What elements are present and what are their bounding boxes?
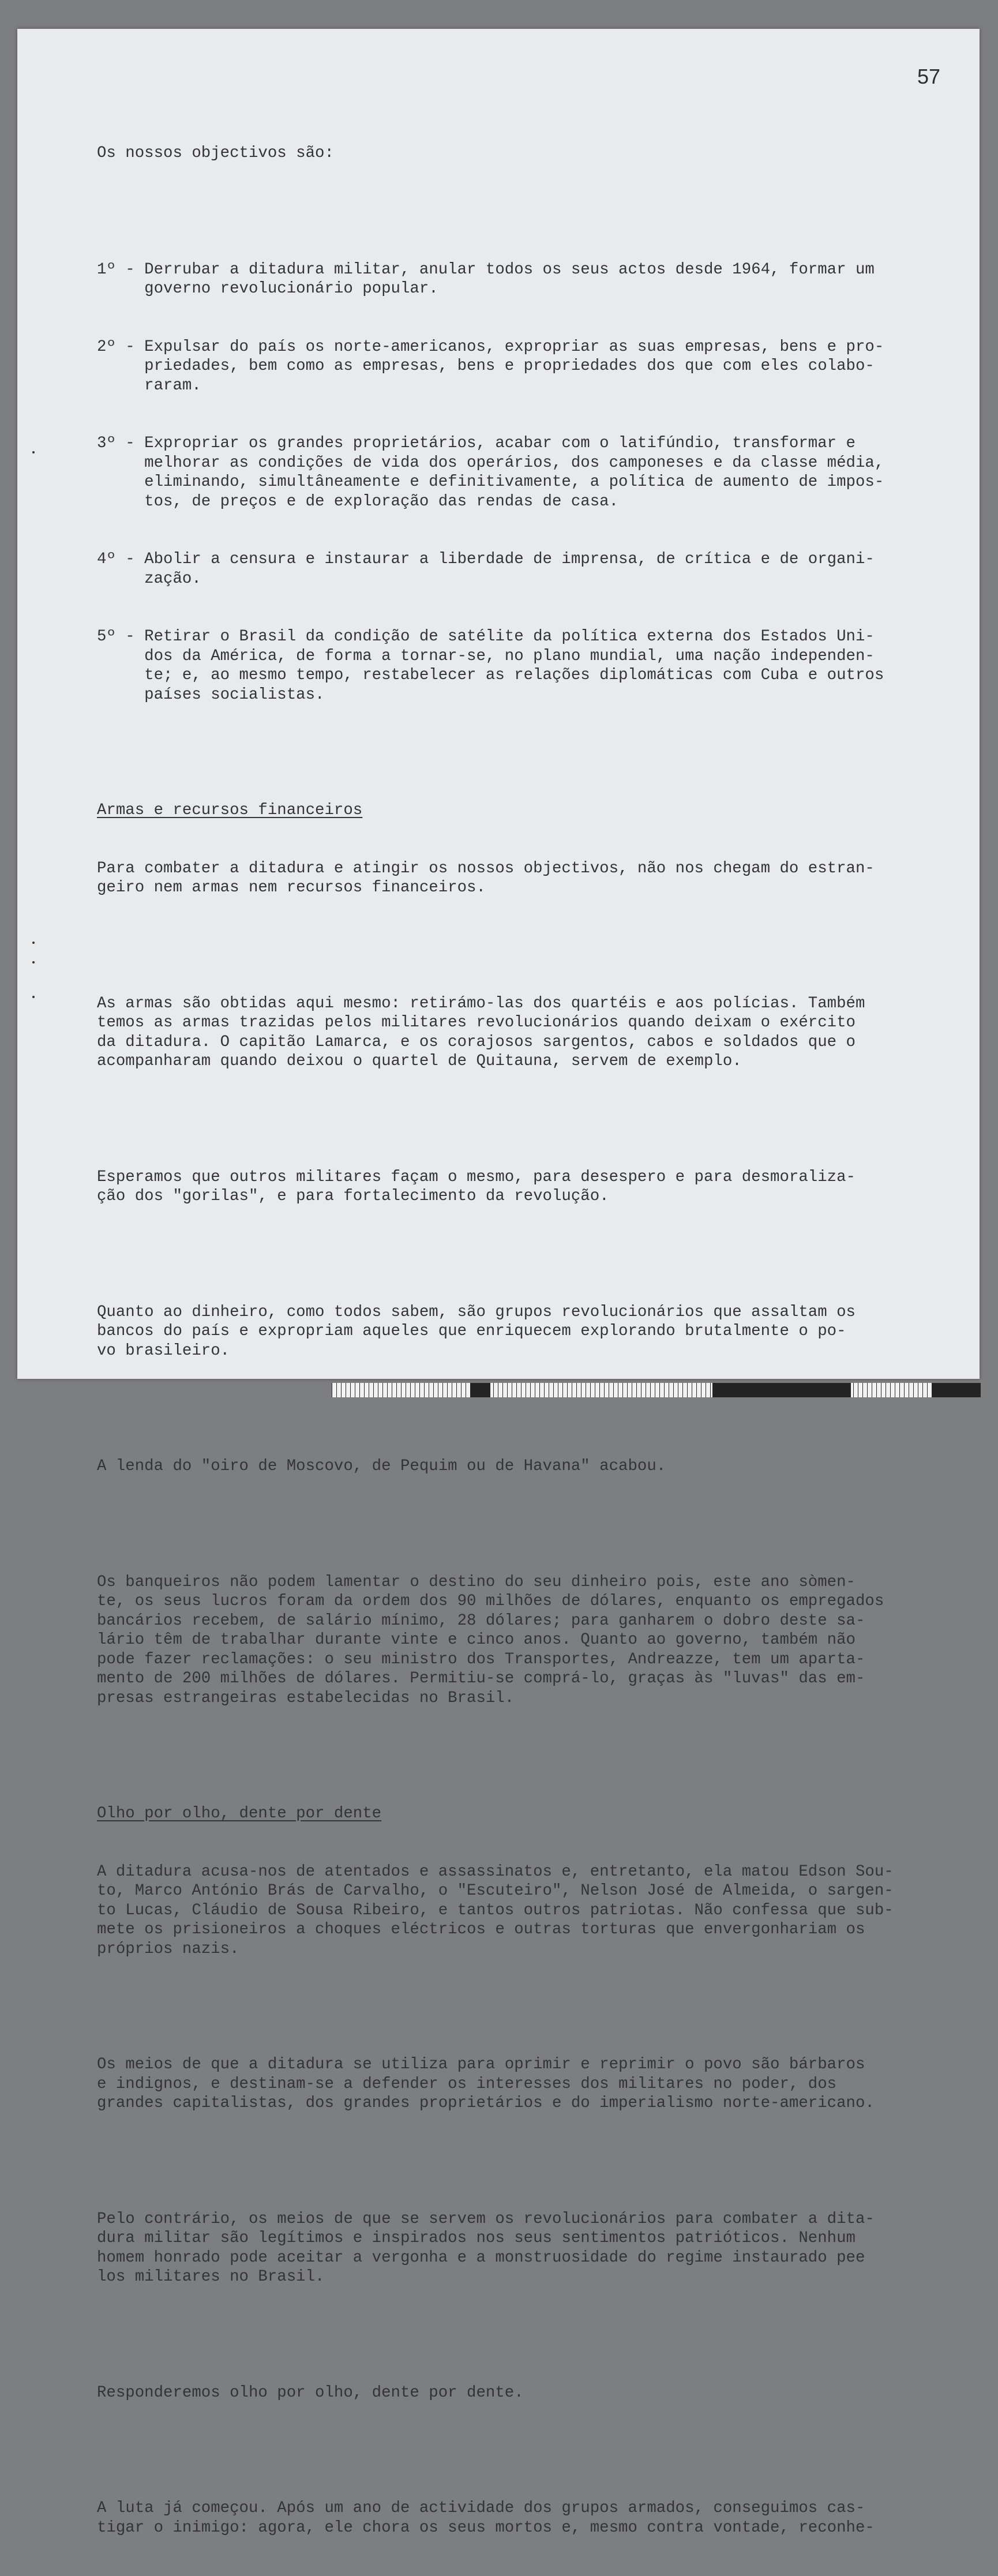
- section-heading-eye: Olho por olho, dente por dente: [97, 1805, 382, 1823]
- scale-ruler: [332, 1383, 981, 1397]
- paragraph: As armas são obtidas aqui mesmo: retirámo-las dos quartéis e aos polícias. Também temos as armas trazidas pelos militares revolucionários quando deixam o exército da ditadura. O capitão Lamarca, e os corajosos sargentos, cabos e soldados que o acompanharam quando deixou o quartel de Quitauna, servem de exemplo.: [97, 994, 865, 1070]
- objective-item: 4º - Abolir a censura e instaurar a liberdade de imprensa, de crítica e de organi- zação.: [97, 550, 875, 588]
- paragraph: A lenda do "oiro de Moscovo, de Pequim ou de Havana" acabou.: [97, 1457, 666, 1475]
- document-page: [17, 29, 980, 2537]
- objective-item: 1º - Derrubar a ditadura militar, anular todos os seus actos desde 1964, formar um governo revolucionário popular.: [97, 260, 875, 298]
- paragraph: Para combater a ditadura e atingir os nossos objectivos, não nos chegam do estran- geiro nem armas nem recursos financeiros.: [97, 859, 875, 897]
- paragraph: A ditadura acusa-nos de atentados e assassinatos e, entretanto, ela matou Edson Sou- to, Marco António Brás de Carvalho, o "Escuteiro", Nelson José de Almeida, o sargen- to Lucas, Cláudio de Sousa Ribeiro, e tantos outros patriotas. Não confessa que sub- mete os prisioneiros a choques eléctricos e outras torturas que envergonhariam os próprios nazis.: [97, 1862, 894, 1958]
- paragraph: Quanto ao dinheiro, como todos sabem, são grupos revolucionários que assaltam os bancos do país e expropriam aqueles que enriquecem explorando brutalmente o po- vo brasileiro.: [97, 1303, 856, 1360]
- objective-item: 2º - Expulsar do país os norte-americanos, expropriar as suas empresas, bens e pro- priedades, bem como as empresas, bens e propriedades dos que com eles colabo- raram.: [97, 338, 884, 395]
- document-body: [97, 105, 974, 2576]
- paragraph: Esperamos que outros militares façam o mesmo, para desespero e para desmoraliza- ção dos "gorilas", e para fortalecimento da revolução.: [97, 1168, 856, 1205]
- margin-mark: [32, 942, 35, 944]
- objective-item: 5º - Retirar o Brasil da condição de satélite da política externa dos Estados Uni- dos da América, de forma a tornar-se, no plano mundial, uma nação independen- te; e, ao mesmo tempo, restabelecer as relações diplomáticas com Cuba e outros países socialistas.: [97, 628, 884, 704]
- margin-mark: [32, 996, 35, 998]
- objective-item: 3º - Expropriar os grandes proprietários, acabar com o latifúndio, transformar e melhorar as condições de vida dos operários, dos camponeses e da classe média, eliminando, simultâneamente e definitivamente, a política de aumento de impos- tos, de preços e de exploração das rendas de casa.: [97, 434, 884, 511]
- paragraph: Os banqueiros não podem lamentar o destino do seu dinheiro pois, este ano sòmen- te, os seus lucros foram da ordem dos 90 milhões de dólares, enquanto os empregados bancários recebem, de salário mínimo, 28 dólares; para ganharem o dobro deste sa- lário têm de trabalhar durante vinte e cinco anos. Quanto ao governo, também não pode fazer reclamações: o seu ministro dos Transportes, Andreazze, tem um aparta- mento de 200 milhões de dólares. Permitiu-se comprá-lo, graças às "luvas" das em- presas estrangeiras estabelecidas no Brasil.: [97, 1573, 884, 1707]
- paragraph: Pelo contrário, os meios de que se servem os revolucionários para combater a dita- dura militar são legítimos e inspirados nos seus sentimentos patrióticos. Nenhum homem honrado pode aceitar a vergonha e a monstruosidade do regime instaurado pee los militares no Brasil.: [97, 2210, 875, 2286]
- paragraph: Responderemos olho por olho, dente por dente.: [97, 2383, 524, 2402]
- margin-mark: [32, 451, 35, 453]
- margin-mark: [32, 961, 35, 963]
- objectives-intro: Os nossos objectivos são:: [97, 144, 334, 162]
- paragraph: Os meios de que a ditadura se utiliza para oprimir e reprimir o povo são bárbaros e indignos, e destinam-se a defender os interesses dos militares no poder, dos grandes capitalistas, dos grandes proprietários e do imperialismo norte-americano.: [97, 2056, 875, 2112]
- section-heading-arms: Armas e recursos financeiros: [97, 801, 363, 819]
- paragraph: A luta já começou. Após um ano de actividade dos grupos armados, conseguimos cas- tigar o inimigo: agora, ele chora os seus mortos e, mesmo contra vontade, reconhe-: [97, 2499, 875, 2537]
- page-number: 57: [917, 65, 940, 88]
